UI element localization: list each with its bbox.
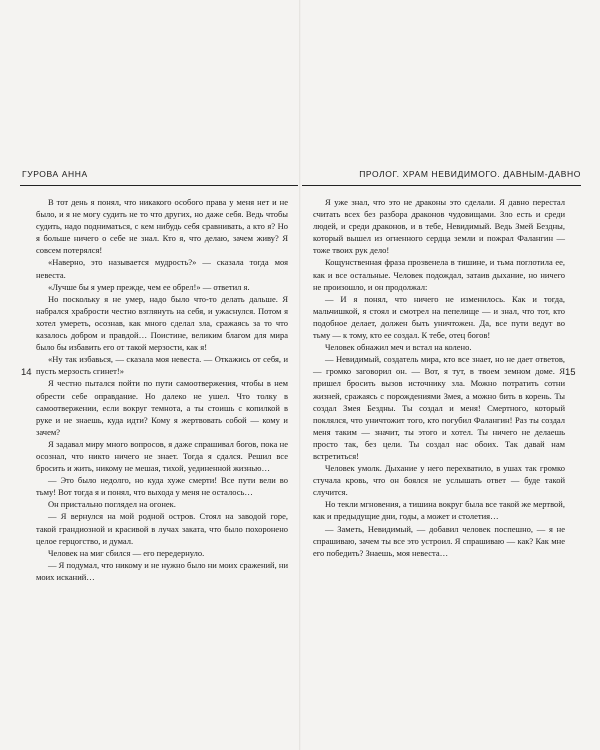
- paragraph: — Это было недолго, но куда хуже смерти! Все пути вели во тьму! Вот тогда я и понял, что выхода у меня не осталось…: [36, 475, 288, 498]
- paragraph: «Наверно, это называется мудрость?» — сказала тогда моя невеста.: [36, 257, 288, 280]
- left-page-number: 14: [21, 367, 32, 378]
- right-running-header: ПРОЛОГ. ХРАМ НЕВИДИМОГО. ДАВНЫМ-ДАВНО: [359, 169, 581, 179]
- paragraph: — И я понял, что ничего не изменилось. Как и тогда, мальчишкой, я стоял и смотрел на пепелище — и знал, что тот, кто подобное делает, должен быть уничтожен. Да, все пути ведут во тьму — к тому, кто ее создал. К тебе, отец богов!: [313, 293, 565, 341]
- paragraph: — Я вернулся на мой родной остров. Стоял на заводой горе, такой грандиозной и красивой в лучах заката, что было похоронено целое герцогство, и думал.: [36, 511, 288, 546]
- paragraph: — Невидимый, создатель мира, кто все знает, но не дает ответов, — громко заговорил он. — Вот, я тут, в твоем земном доме. Я пришел бросить вызов источнику зла. Можно потратить сотни жизней, сражаясь с порождениями Змея, а можно бить в корень. Ты создал Змея Бездны. Ты создал и меня! Смертного, который поклялся, что уничтожит того, кто погубил Фалангин! Раз ты создал меня таким — значит, ты этого и хотел. Ты ничего не делаешь просто так, без цели. Ты создал нас обоих. Так давай нам встретиться!: [313, 354, 565, 461]
- left-header-rule: [20, 185, 298, 186]
- paragraph: Кощунственная фраза прозвенела в тишине, и тьма поглотила ее, как и все остальные. Человек подождал, затаив дыхание, но ничего не произошло, и он продолжал:: [313, 257, 565, 292]
- paragraph: «Ну так избавься, — сказала моя невеста. — Откажись от себя, и пусть мерзость сгинет!»: [36, 354, 288, 377]
- right-page-number: 15: [565, 367, 576, 378]
- paragraph: Он пристально поглядел на огонек.: [48, 499, 176, 510]
- paragraph: Человек обнажил меч и встал на колено.: [325, 342, 472, 353]
- paragraph: Я уже знал, что это не драконы это сделали. Я давно перестал считать всех без разбора драконов чудовищами. Зло есть и среди людей, и среди драконов, и в тебе, Невидимый. Ведь Змей Бездны, который вышел из огненного сердца земли и пожрал Фалангин — тоже твоих рук дело!: [313, 197, 565, 256]
- right-header-rule: [302, 185, 581, 186]
- paragraph: Я задавал миру много вопросов, я даже спрашивал богов, пока не осознал, что никто ничего не знает. Тогда я сдался. Решил все бросить и жить, никому не мешая, тихой, уединенной жизнью…: [36, 438, 288, 474]
- paragraph: — Заметь, Невидимый, — добавил человек поспешно, — я не спрашиваю, зачем ты все это устроил. Я спрашиваю — как? Как мне его победить? Знаешь, моя невеста…: [313, 523, 565, 558]
- left-running-header: ГУРОВА АННА: [22, 169, 88, 179]
- paragraph: Человек на миг сбился — его передернуло.: [48, 547, 205, 558]
- paragraph: Человек умолк. Дыхание у него перехватило, в ушах так громко стучала кровь, что он боялся не услышать ответ — буде такой случится.: [313, 463, 565, 498]
- paragraph: В тот день я понял, что никакого особого права у меня нет и не было, и я не могу судить не то что других, но даже себя. Ведь чтобы судить, надо подниматься, с кем нибудь себя сравнивать, а кто я? Но я больше ничего о себе не знал. Кто я, что делаю, зачем живу? Я совсем потерялся!: [36, 197, 288, 256]
- paragraph: Но поскольку я не умер, надо было что-то делать дальше. Я набрался храбрости честно взглянуть на себя, и ужаснулся. Потом я хотел умереть, осознав, как много сделал зла, сражаясь за то что казалось добром и правдой… Поистине, великим благом для мира было бы избавить его от такой мерзости, как я!: [36, 293, 288, 353]
- paragraph: Но текли мгновения, а тишина вокруг была все такой же мертвой, как и предыдущие дни, годы, а может и столетия…: [313, 499, 565, 522]
- right-page-text: [313, 196, 565, 559]
- left-page-text: [36, 196, 288, 583]
- paragraph: «Лучше бы я умер прежде, чем ее обрел!» — ответил я.: [48, 281, 250, 292]
- book-gutter: [299, 0, 301, 750]
- paragraph: — Я подумал, что никому и не нужно было ни моих сражений, ни моих исканий…: [36, 559, 288, 582]
- paragraph: Я честно пытался пойти по пути самоотвержения, чтобы в нем обрести себе оправдание. Но далеко не ушел. Что толку в самоотвержении, если вокруг темнота, а ты стоишь с копилкой в руке и не знаешь, куда идти? Кому я жертвовать собой — кому и зачем?: [36, 378, 288, 437]
